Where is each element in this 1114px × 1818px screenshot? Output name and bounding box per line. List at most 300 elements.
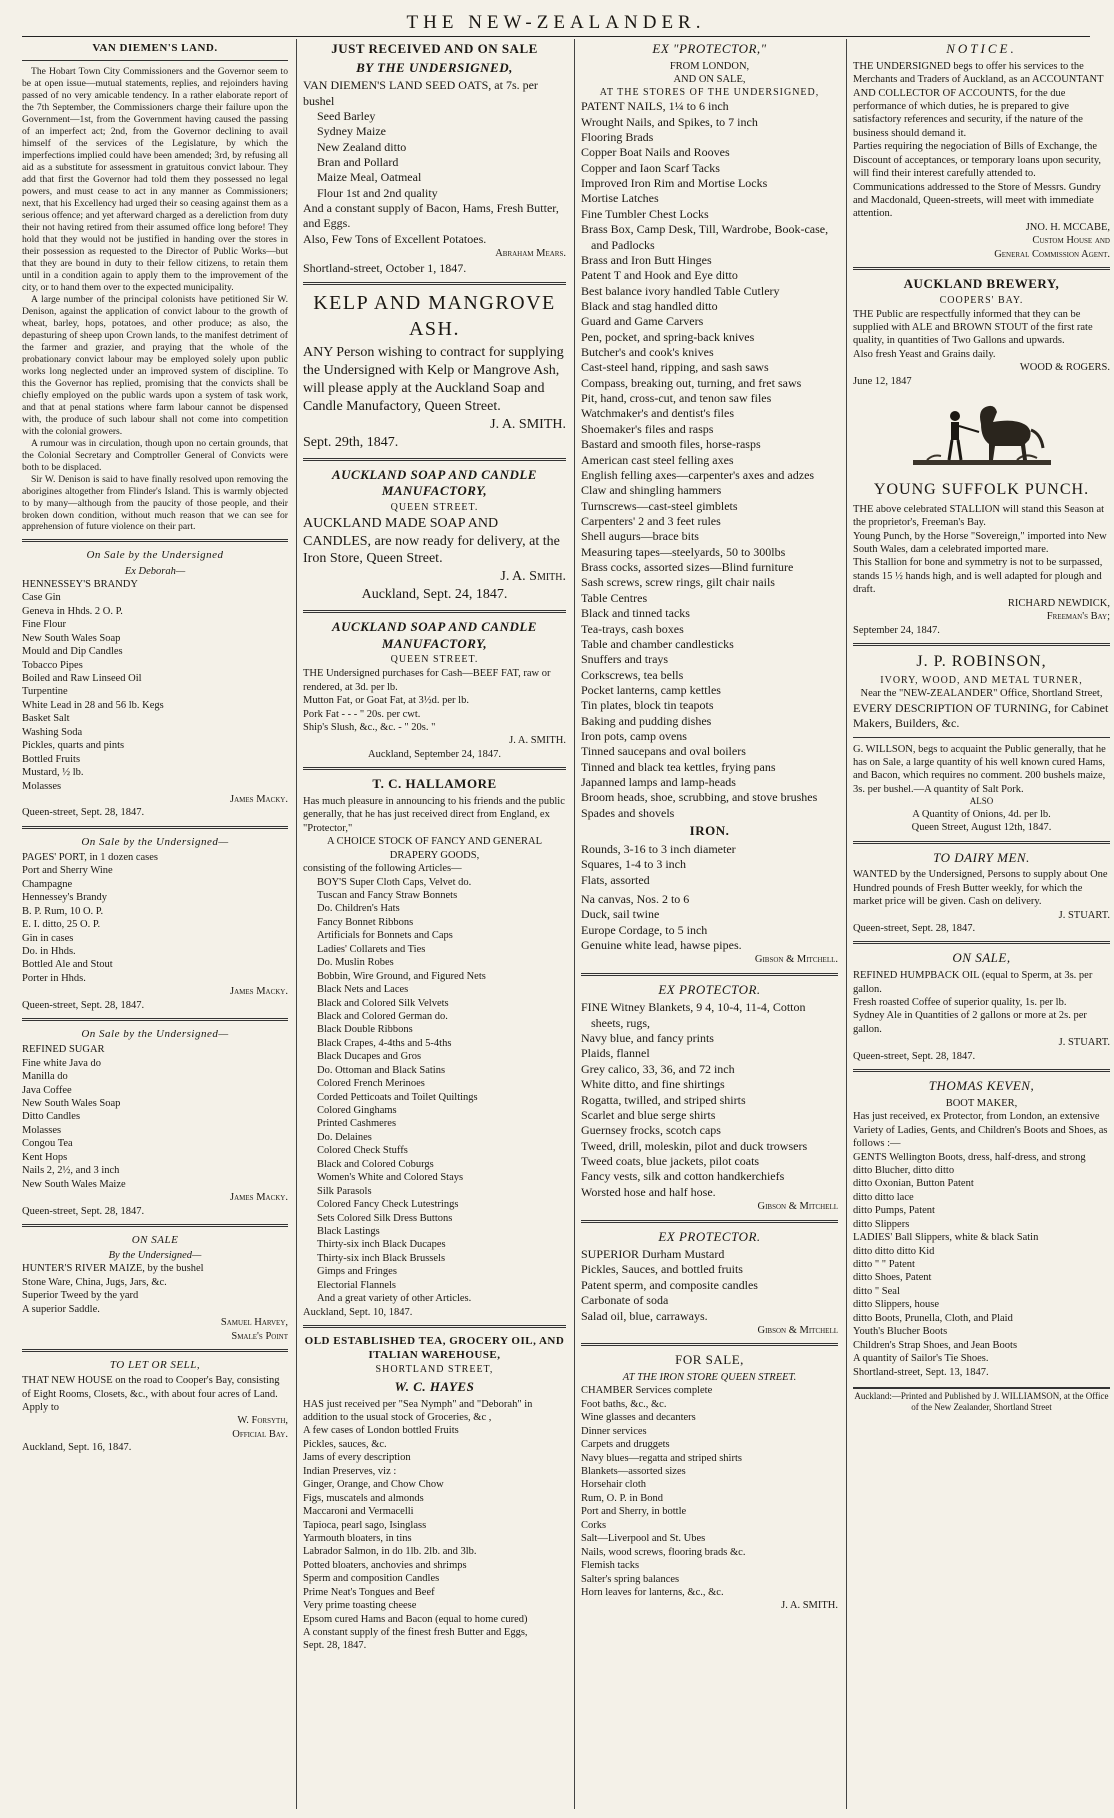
list-item: Superior Tweed by the yard: [22, 1290, 139, 1302]
divider: [581, 1220, 838, 1223]
list-item: Jams of every description: [303, 1452, 411, 1464]
ad-heading: On Sale by the Undersigned—: [81, 835, 229, 848]
list-item: Youth's Blucher Boots: [853, 1326, 948, 1338]
signature: James Macky.: [230, 986, 288, 998]
ad-extra: And a constant supply of Bacon, Hams, Fresh Butter, and Eggs.: [303, 201, 559, 231]
ad-date: Shortland-street, Sept. 13, 1847.: [853, 1366, 989, 1378]
list-item: Porter in Hhds.: [22, 972, 86, 984]
list-item: Snuffers and trays: [581, 652, 669, 667]
list-item: Claw and shingling hammers: [581, 483, 722, 498]
ad-subheading: AT THE STORES OF THE UNDERSIGNED,: [599, 86, 820, 98]
list-item: Tin plates, block tin teapots: [581, 698, 714, 713]
list-item: Baking and pudding dishes: [581, 713, 712, 728]
list-item: Champagne: [22, 878, 73, 890]
list-item: ditto Boots, Prunella, Cloth, and Plaid: [853, 1312, 1013, 1324]
list-item: Tea-trays, cash boxes: [581, 621, 684, 636]
list-item: Na canvas, Nos. 2 to 6: [581, 891, 690, 906]
list-item: Printed Cashmeres: [317, 1118, 397, 1130]
list-item: ditto " Seal: [853, 1285, 900, 1297]
list-item: A quantity of Sailor's Tie Shoes.: [853, 1353, 989, 1365]
list-item: Spades and shovels: [581, 805, 675, 820]
list-item: Manilla do: [22, 1071, 68, 1083]
ad-subheading: A CHOICE STOCK OF FANCY AND GENERAL DRAPERY GOODS,: [326, 836, 543, 861]
list-item: Copper and Iaon Scarf Tacks: [581, 160, 720, 175]
ad-subheading: IVORY, WOOD, AND METAL TURNER,: [880, 674, 1083, 686]
list-item: PATENT NAILS, 1¼ to 6 inch: [581, 99, 729, 114]
list-item: Brass Box, Camp Desk, Till, Wardrobe, Book-case, and Padlocks: [581, 222, 829, 252]
ad-date: June 12, 1847: [853, 375, 912, 387]
list-item: Do. Delaines: [317, 1131, 372, 1143]
divider: [853, 1069, 1110, 1072]
list-item: ditto Shoes, Patent: [853, 1272, 932, 1284]
ad-also: ALSO: [969, 796, 994, 807]
list-item: Compass, breaking out, turning, and fret saws: [581, 375, 802, 390]
divider: [303, 1325, 566, 1328]
list-item: Pickles, quarts and pints: [22, 740, 125, 752]
ad-heading: THOMAS KEVEN,: [928, 1078, 1035, 1094]
signature: Gibson & Mitchell: [757, 1324, 838, 1336]
list-item: Case Gin: [22, 592, 61, 604]
ad-heading: NOTICE.: [946, 41, 1017, 56]
ad-heading: AUCKLAND BREWERY,: [903, 276, 1060, 292]
list-item: Port and Sherry Wine: [22, 865, 113, 877]
list-item: Blankets—assorted sizes: [581, 1466, 686, 1478]
list-item: Squares, 1-4 to 3 inch: [581, 857, 686, 872]
list-item: Table Centres: [581, 590, 648, 605]
ad-body: ANY Person wishing to contract for supplying the Undersigned with Kelp or Mangrove Ash, will please apply at the Auckland Soap and Candle Manufactory, Queen Street.: [303, 345, 564, 414]
news-article: [22, 41, 288, 533]
list-item: Pocket lanterns, camp kettles: [581, 682, 721, 697]
article-paragraph: A large number of the principal colonists have petitioned Sir W. Denison, against the application of convict labour to the growth of wheat, barley, hops, potatoes, and other produce; as also, the depasturing of sheep upon Crown lands, to the manifest detriment of the farmer and grazier, and praying that the whole of the probationary convict labour may be employed solely upon public works long neglected under an improved system of discipline. To this the Governor has replied, promising that the convicts shall be chiefly employed on the public wards upon a system of task work, and that at penal stations where farm labour cannot be dispensed with, the produce of such labour shall not come into competition with the colonial growers.: [22, 293, 288, 437]
divider: [853, 643, 1110, 646]
ad-keven: [853, 1078, 1110, 1379]
list-item: Children's Strap Shoes, and Jean Boots: [853, 1339, 1018, 1351]
ad-heading: EX "PROTECTOR,": [652, 41, 767, 56]
list-item: Silk Parasols: [317, 1185, 372, 1197]
horse-illustration: [907, 394, 1057, 474]
list-item: Pen, pocket, and spring-back knives: [581, 329, 755, 344]
list-item: Shell augurs—brace bits: [581, 529, 699, 544]
item-list: [581, 1384, 838, 1599]
list-item: Genuine white lead, hawse pipes.: [581, 937, 742, 952]
article-title: VAN DIEMEN'S LAND.: [92, 42, 218, 54]
column-3: [574, 39, 838, 1809]
list-item: Black and Colored Coburgs: [317, 1158, 434, 1170]
list-item: Navy blue, and fancy prints: [581, 1031, 714, 1046]
ad-heading: TO DAIRY MEN.: [933, 849, 1030, 865]
list-item: Horsehair cloth: [581, 1479, 647, 1491]
list-item: Colored French Merinoes: [317, 1078, 425, 1090]
ad-subheading: COOPERS' BAY.: [939, 294, 1024, 306]
list-item: B. P. Rum, 10 O. P.: [22, 905, 104, 917]
ad-notice: [853, 41, 1110, 261]
list-item: Tinned and black tea kettles, frying pans: [581, 759, 776, 774]
ad-soap-candles: [303, 467, 566, 605]
column-4: [846, 39, 1110, 1809]
list-item: Fancy vests, silk and cotton handkerchiefs: [581, 1169, 785, 1184]
list-item: Shoemaker's files and rasps: [581, 421, 714, 436]
list-item: Plaids, flannel: [581, 1046, 650, 1061]
signature: J. A. SMITH.: [509, 735, 566, 747]
list-item: Very prime toasting cheese: [303, 1600, 417, 1612]
list-item: ditto " " Patent: [853, 1259, 915, 1271]
ad-body: HAS just received per "Sea Nymph" and "Deborah" in addition to the usual stock of Groceries, &c ,: [303, 1398, 533, 1424]
item-list: [303, 694, 566, 734]
list-item: GENTS Wellington Boots, dress, half-dress, and strong: [853, 1151, 1086, 1163]
list-item: Cast-steel hand, ripping, and sash saws: [581, 360, 769, 375]
ad-subheading: BOOT MAKER,: [945, 1097, 1018, 1109]
ad-date: Auckland, Sept. 10, 1847.: [303, 1306, 413, 1318]
ad-willson: [853, 743, 1110, 835]
ad-body: Has just received, ex Protector, from London, an extensive Variety of Ladies, Gents, and Children's Boots and Shoes, as follows :—: [853, 1111, 1108, 1150]
list-item: Foot baths, &c., &c.: [581, 1398, 667, 1410]
ad-protector-hardware: [581, 41, 838, 967]
list-item: Mutton Fat, or Goat Fat, at 3½d. per lb.: [303, 695, 469, 707]
list-item: Flemish tacks: [581, 1560, 640, 1572]
ad-heading: ON SALE: [131, 1233, 179, 1246]
divider: [581, 1343, 838, 1346]
list-item: A constant supply of the finest fresh Butter and Eggs,: [303, 1627, 528, 1639]
list-item: Salt—Liverpool and St. Ubes: [581, 1533, 706, 1545]
signature-place: Freeman's Bay;: [1046, 611, 1110, 623]
signature: J. A. Smith.: [500, 569, 566, 585]
signature: J. A. SMITH.: [490, 416, 566, 432]
list-item: Congou Tea: [22, 1138, 73, 1150]
list-item: Best balance ivory handled Table Cutlery: [581, 283, 780, 298]
signature-title: General Commission Agent.: [994, 248, 1110, 260]
list-item: Worsted hose and half hose.: [581, 1184, 716, 1199]
list-item: Navy blues—regatta and striped shirts: [581, 1452, 742, 1464]
list-item: Mustard, ½ lb.: [22, 767, 84, 779]
ad-subheading: Ex Deborah—: [124, 565, 186, 577]
list-item: HENNESSEY'S BRANDY: [22, 578, 138, 590]
list-item: LADIES' Ball Slippers, white & black Satin: [853, 1232, 1039, 1244]
item-list: [853, 1151, 1110, 1366]
list-item: Japanned lamps and lamp-heads: [581, 775, 736, 790]
ad-hennessey: [22, 548, 288, 819]
list-item: Black Nets and Laces: [317, 984, 409, 996]
divider: [22, 826, 288, 829]
list-item: ditto ditto lace: [853, 1191, 914, 1203]
ad-date: Queen-street, Sept. 28, 1847.: [853, 923, 976, 935]
list-item: New South Wales Maize: [22, 1178, 126, 1190]
list-item: Patent T and Hook and Eye ditto: [581, 268, 738, 283]
divider: [22, 1224, 288, 1227]
ad-seed-oats: [303, 41, 566, 276]
list-item: Figs, muscatels and almonds: [303, 1492, 424, 1504]
ad-heading: JUST RECEIVED AND ON SALE: [331, 41, 538, 56]
list-item: Black Ducapes and Gros: [317, 1051, 422, 1063]
ad-date: Queen-street, Sept. 28, 1847.: [853, 1050, 976, 1062]
item-list: [581, 842, 838, 888]
list-item: Ladies' Collarets and Ties: [317, 943, 426, 955]
list-item: Bottled Fruits: [22, 753, 81, 765]
list-item: Dinner services: [581, 1425, 647, 1437]
list-item: CHAMBER Services complete: [581, 1385, 713, 1397]
list-item: Do. in Hhds.: [22, 946, 76, 957]
signature: James Macky.: [230, 793, 288, 805]
list-item: E. I. ditto, 25 O. P.: [22, 919, 101, 931]
list-item: Maccaroni and Vermacelli: [303, 1506, 414, 1518]
ad-extra: Also, Few Tons of Excellent Potatoes.: [303, 231, 487, 246]
list-item: American cast steel felling axes: [581, 452, 734, 467]
list-item: ditto Blucher, ditto ditto: [853, 1164, 955, 1176]
ad-subheading: QUEEN STREET.: [390, 654, 479, 666]
item-list: [581, 892, 838, 953]
ad-kelp: [303, 291, 566, 452]
ad-humpback-oil: [853, 950, 1110, 1063]
iron-heading: IRON.: [689, 823, 730, 839]
list-item: Basket Salt: [22, 713, 70, 725]
list-item: Do. Children's Hats: [317, 903, 400, 915]
divider: [22, 1349, 288, 1352]
list-item: Gimps and Fringes: [317, 1266, 397, 1278]
list-item: Black and Colored Silk Velvets: [317, 997, 449, 1009]
list-item: Yarmouth bloaters, in tins: [303, 1532, 412, 1544]
item-list: [303, 876, 566, 1306]
list-item: White ditto, and fine shirtings: [581, 1077, 725, 1092]
list-item: Thirty-six inch Black Ducapes: [317, 1239, 446, 1251]
ad-body: Communications addressed to the Store of Messrs. Gundry and Macdonald, Queen-streets, will meet with immediate attention.: [853, 181, 1101, 220]
list-item: Potted bloaters, anchovies and shrimps: [303, 1559, 467, 1571]
item-list: [22, 851, 288, 985]
signature: Gibson & Mitchell: [757, 1201, 838, 1213]
list-item: Salter's spring balances: [581, 1573, 680, 1585]
list-item: Guernsey frocks, scotch caps: [581, 1123, 721, 1138]
list-item: Patent sperm, and composite candles: [581, 1277, 758, 1292]
ad-subheading: QUEEN STREET.: [390, 501, 479, 513]
list-item: Stone Ware, China, Jugs, Jars, &c.: [22, 1276, 167, 1288]
list-item: Mould and Dip Candles: [22, 646, 123, 658]
list-item: Wrought Nails, and Spikes, to 7 inch: [581, 114, 758, 129]
list-item: Black Crapes, 4-4ths and 5-4ths: [317, 1037, 452, 1049]
list-item: Tweed, drill, moleskin, pilot and duck trowsers: [581, 1138, 808, 1153]
list-item: Prime Neat's Tongues and Beef: [303, 1586, 435, 1598]
list-item: Indian Preserves, viz :: [303, 1465, 397, 1477]
list-item: Ginger, Orange, and Chow Chow: [303, 1479, 444, 1491]
list-item: Bobbin, Wire Ground, and Figured Nets: [317, 970, 486, 982]
list-item: Fine white Java do: [22, 1057, 102, 1069]
ad-date: Queen-street, Sept. 28, 1847.: [22, 999, 145, 1011]
ad-body: This Stallion for bone and symmetry is not to be surpassed, stands 15 ½ hands high, and is well adapted for plough and draft.: [853, 557, 1103, 596]
masthead: THE NEW-ZEALANDER.: [22, 10, 1090, 37]
signature: J. A. SMITH.: [781, 1600, 838, 1612]
item-list: [22, 578, 288, 793]
list-item: Brass cocks, assorted sizes—Blind furniture: [581, 560, 794, 575]
list-item: Turpentine: [22, 686, 68, 698]
ad-heading: T. C. HALLAMORE: [372, 776, 497, 792]
list-item: Measuring tapes—steelyards, 50 to 300lbs: [581, 544, 786, 559]
list-item: Maize Meal, Oatmeal: [317, 170, 422, 185]
divider: [303, 610, 566, 613]
list-item: Bran and Pollard: [317, 155, 399, 170]
list-item: Molasses: [22, 1124, 62, 1136]
signature: WOOD & ROGERS.: [1019, 362, 1110, 374]
ad-protector-grocery: [581, 1229, 838, 1338]
item-list: [303, 109, 566, 201]
list-item: Scarlet and blue serge shirts: [581, 1107, 716, 1122]
ad-body: EVERY DESCRIPTION OF TURNING, for Cabinet Makers, Builders, &c.: [853, 700, 1109, 731]
list-item: Black and stag handled ditto: [581, 298, 718, 313]
list-item: Carpets and druggets: [581, 1439, 670, 1451]
ad-body: Fresh roasted Coffee of superior quality, 1s. per lb.: [853, 996, 1067, 1008]
list-item: Horn leaves for lanterns, &c., &c.: [581, 1586, 724, 1598]
list-item: Carpenters' 2 and 3 feet rules: [581, 514, 721, 528]
list-item: Sperm and composition Candles: [303, 1573, 440, 1585]
signature: Samuel Harvey,: [220, 1317, 288, 1329]
list-item: ditto Slippers: [853, 1218, 910, 1230]
list-item: Nails 2, 2½, and 3 inch: [22, 1165, 120, 1177]
list-item: Europe Cordage, to 5 inch: [581, 922, 708, 937]
ad-protector-clothing: [581, 982, 838, 1214]
list-item: Flour 1st and 2nd quality: [317, 185, 438, 200]
ad-heading: KELP AND MANGROVE ASH.: [313, 292, 556, 340]
item-list: [581, 1247, 838, 1324]
ad-hayes: [303, 1334, 566, 1653]
list-item: Nails, wood screws, flooring brads &c.: [581, 1546, 746, 1558]
ad-refined-sugar: [22, 1027, 288, 1218]
list-item: SUPERIOR Durham Mustard: [581, 1247, 725, 1262]
list-item: Colored Ginghams: [317, 1105, 397, 1116]
ad-body: THE UNDERSIGNED begs to offer his services to the Merchants and Traders of Auckland, as an ACCOUNTANT AND COLLECTOR OF ACCOUNTS, for the due performance of which duties, he is prepared to give satisfactory references and security, if the nature of the business should demand it.: [853, 60, 1104, 139]
list-item: Corded Petticoats and Toilet Quiltings: [317, 1091, 478, 1103]
list-item: Artificials for Bonnets and Caps: [317, 930, 453, 942]
list-item: Sets Colored Silk Dress Buttons: [317, 1212, 453, 1224]
list-item: Do. Ottoman and Black Satins: [317, 1064, 446, 1076]
list-item: Epsom cured Hams and Bacon (equal to home cured): [303, 1613, 528, 1625]
signature: J. STUART.: [1058, 909, 1110, 921]
list-item: ditto ditto ditto Kid: [853, 1245, 935, 1257]
list-item: Copper Boat Nails and Rooves: [581, 145, 730, 160]
list-item: Tobacco Pipes: [22, 659, 83, 671]
list-item: Kent Hops: [22, 1151, 68, 1163]
list-item: Ship's Slush, &c., &c. - " 20s. ": [303, 722, 436, 733]
signature: RICHARD NEWDICK,: [1007, 597, 1110, 609]
ad-heading: TO LET OR SELL,: [109, 1359, 201, 1372]
list-item: Salad oil, blue, carraways.: [581, 1308, 708, 1323]
list-item: Black Lastings: [317, 1225, 380, 1237]
ad-date: Auckland, Sept. 24, 1847.: [361, 587, 508, 603]
ad-body: THE Undersigned purchases for Cash—BEEF FAT, raw or rendered, at 3d. per lb.: [303, 668, 551, 693]
list-item: And a great variety of other Articles.: [317, 1293, 472, 1305]
item-list: [22, 1262, 288, 1316]
list-item: Corks: [581, 1519, 607, 1531]
ad-body: Also fresh Yeast and Grains daily.: [853, 348, 996, 360]
list-item: Brass and Iron Butt Hinges: [581, 252, 712, 267]
list-item: ditto Slippers, house: [853, 1299, 940, 1311]
item-list: [303, 1424, 566, 1639]
signature: James Macky.: [230, 1192, 288, 1204]
list-item: Tweed coats, blue jackets, pilot coats: [581, 1153, 760, 1168]
list-item: A few cases of London bottled Fruits: [303, 1425, 459, 1437]
columns: [22, 39, 1110, 1809]
ad-subheading: By the Undersigned—: [108, 1250, 202, 1262]
article-paragraph: The Hobart Town City Commissioners and the Governor seem to be at open issue—mutual statements, replies, and rejoinders having passed of no very amicable tendency. In a rather elaborate report of the 7th September, the Commissioners charge their failure upon the Government—1st, from the Government having caused the passing of an imperfect act; 2nd, from the Governor declining to avail himself of the services of the Legislature, by which the imperfections implied could have been amended; 3rd, by refusing all aid as a substitute for assessment in gratuitous convict labour. They add that first the Governor had told them they possessed no legal powers, and must cease to act in any manner as Commissioners; next, that his Excellency had urged their so ceasing against them as a serious offence; and yet afterward charged as a dereliction from duty their not having retired from their assumed office long before! They hold that they would not be justified in handing over the stores in their possession as requested to the Director of Public Works—but that they are bound in duty to their fellow citizens, to retain them until in a condition again to apply them to the improvement of the city, or to hand them over to the expected municipality.: [22, 66, 288, 293]
list-item: Rogatta, twilled, and striped shirts: [581, 1092, 746, 1107]
list-item: Guard and Game Carvers: [581, 314, 704, 329]
divider: [22, 60, 288, 61]
ad-body: G. WILLSON, begs to acquaint the Public generally, that he has on Sale, a large quantity of his well known cured Hams, and Bacon, which requires no comment. 200 bushels maize, 3s. per bushel.—A quantity of Salt Pork.: [853, 743, 1106, 795]
article-paragraph: A rumour was in circulation, though upon no certain grounds, that the Colonial Secretary and Comptroller General of Convicts were both to be displaced.: [22, 437, 288, 473]
divider: [22, 539, 288, 542]
signature: W. Forsyth,: [237, 1415, 288, 1427]
list-item: PAGES' PORT, in 1 dozen cases: [22, 851, 159, 863]
divider: [853, 737, 1110, 738]
ad-to-let: [22, 1358, 288, 1455]
signature: J. STUART.: [1058, 1037, 1110, 1049]
divider: [22, 1018, 288, 1021]
list-item: Iron pots, camp ovens: [581, 729, 687, 744]
list-item: Mortise Latches: [581, 191, 659, 206]
ad-heading: EX PROTECTOR.: [658, 1228, 761, 1244]
ad-extra: A Quantity of Onions, 4d. per lb.: [912, 808, 1051, 820]
list-item: Grey calico, 33, 36, and 72 inch: [581, 1061, 735, 1076]
list-item: HUNTER'S RIVER MAIZE, by the bushel: [22, 1263, 204, 1275]
ad-hallamore: [303, 776, 566, 1319]
ad-brewery: [853, 276, 1110, 388]
ad-date: Shortland-street, October 1, 1847.: [303, 260, 467, 275]
ad-maize: [22, 1233, 288, 1343]
list-item: Black Double Ribbons: [317, 1024, 413, 1036]
list-item: Seed Barley: [317, 108, 376, 123]
ad-body: REFINED HUMPBACK OIL (equal to Sperm, at 3s. per gallon.: [853, 970, 1093, 995]
list-item: Tuscan and Fancy Straw Bonnets: [317, 890, 458, 901]
divider: [853, 841, 1110, 844]
ad-body: THE Public are respectfully informed that they can be supplied with ALE and BROWN STOUT of the first rate quality, in quantities of Two Gallons and upwards.: [853, 308, 1093, 347]
list-item: New South Wales Soap: [22, 632, 121, 644]
list-item: Thirty-six inch Black Brussels: [317, 1252, 446, 1264]
item-list: [22, 1043, 288, 1191]
ad-dairy-men: [853, 850, 1110, 936]
ad-name: W. C. HAYES: [394, 1378, 475, 1394]
list-item: Ditto Candles: [22, 1111, 81, 1123]
list-item: Broom heads, shoe, scrubbing, and stove brushes: [581, 790, 818, 805]
article-paragraph: Sir W. Denison is said to have finally resolved upon removing the aborigines altogether from Flinder's Island. This is warmly objected to by many—although from the paucity of those people, and their broken down condition, without much reason that we can see for apprehension of future violence on their part.: [22, 473, 288, 533]
ad-body: Parties requiring the negociation of Bills of Exchange, the Discount of acceptances, or temporary loans upon security, will find their interest carefully attended to.: [853, 141, 1102, 180]
signature: Gibson & Mitchell.: [754, 954, 838, 966]
ad-heading: FOR SALE,: [675, 1352, 744, 1368]
divider: [853, 267, 1110, 270]
list-item: Washing Soda: [22, 726, 83, 738]
list-item: Watchmaker's and dentist's files: [581, 406, 734, 421]
item-list: [581, 99, 838, 821]
list-item: Fine Tumbler Chest Locks: [581, 206, 709, 221]
list-item: A superior Saddle.: [22, 1303, 100, 1315]
imprint: Auckland:—Printed and Published by J. WILLIAMSON, at the Office of the New Zealander, Shortland Street: [853, 1387, 1110, 1413]
ad-date: Queen-street, Sept. 28, 1847.: [22, 807, 145, 819]
ad-subheading: SHORTLAND STREET,: [375, 1364, 494, 1376]
ad-body: WANTED by the Undersigned, Persons to supply about One Hundred pounds of Fresh Butter weekly, for which the market price will be given. Cash on delivery.: [853, 869, 1108, 908]
signature-title: Custom House and: [1032, 235, 1110, 247]
divider: [303, 282, 566, 285]
list-item: ditto Pumps, Patent: [853, 1205, 935, 1217]
ad-heading: YOUNG SUFFOLK PUNCH.: [873, 481, 1090, 499]
ad-date: Sept. 29th, 1847.: [303, 434, 399, 450]
list-item: Pit, hand, cross-cut, and tenon saw files: [581, 391, 772, 406]
list-item: Colored Fancy Check Lutestrings: [317, 1199, 459, 1211]
ad-heading: EX PROTECTOR.: [658, 981, 761, 997]
ad-body: AUCKLAND MADE SOAP AND CANDLES, are now ready for delivery, at the Iron Store, Queen Street.: [303, 515, 560, 567]
list-item: Tapioca, pearl sago, Isinglass: [303, 1519, 427, 1531]
list-item: BOY'S Super Cloth Caps, Velvet do.: [317, 876, 472, 888]
list-item: Duck, sail twine: [581, 907, 660, 922]
list-item: Colored Check Stuffs: [317, 1145, 408, 1157]
ad-robinson: [853, 652, 1110, 731]
ad-body: THAT NEW HOUSE on the road to Cooper's Bay, consisting of Eight Rooms, Closets, &c., with about four acres of Land. Apply to: [22, 1375, 280, 1414]
list-item: Rounds, 3-16 to 3 inch diameter: [581, 841, 736, 856]
ad-heading: J. P. ROBINSON,: [916, 653, 1047, 671]
list-item: Port and Sherry, in bottle: [581, 1506, 687, 1518]
